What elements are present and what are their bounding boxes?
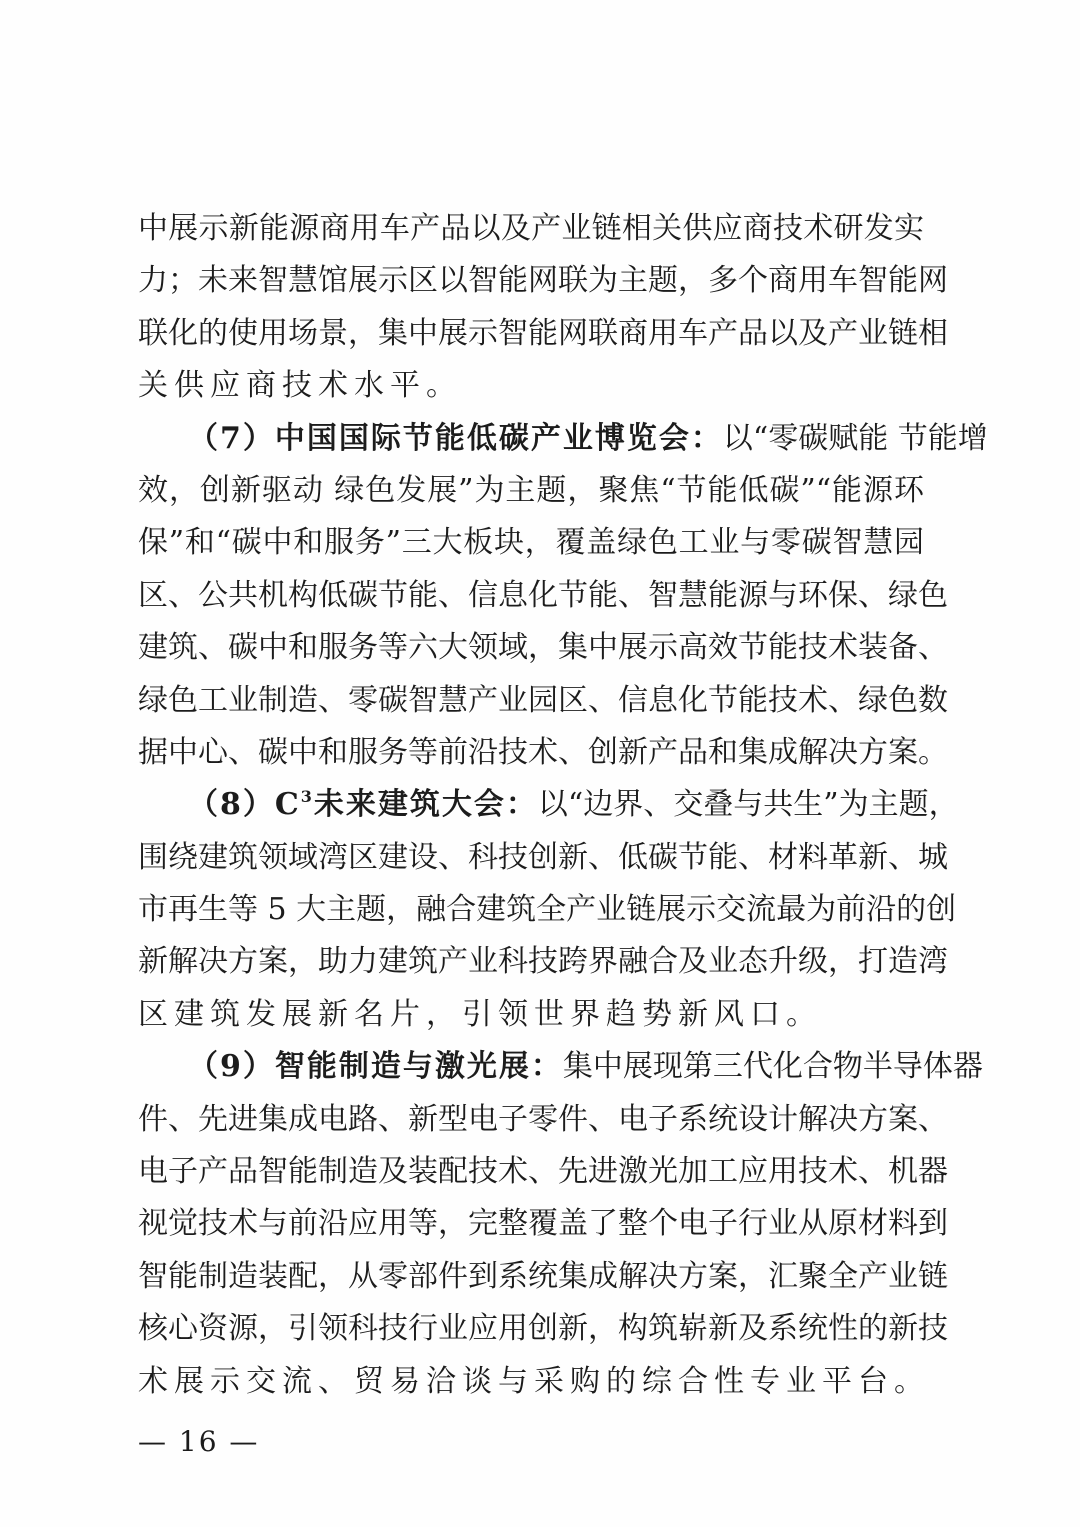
document-body — [138, 203, 988, 1408]
text-line: 联化的使用场景，集中展示智能网联商用车产品以及产业链相 — [138, 315, 948, 351]
paragraph-7-heading: （7）中国国际节能低碳产业博览会： — [188, 420, 723, 456]
paragraph-7-first-line — [138, 413, 988, 465]
text-line: 中展示新能源商用车产品以及产业链相关供应商技术研发实 — [138, 211, 924, 246]
text-line: 力；未来智慧馆展示区以智能网联为主题，多个商用车智能网 — [138, 263, 948, 299]
text-line: 智能制造装配，从零部件到系统集成解决方案，汇聚全产业链 — [138, 1258, 948, 1294]
text-line: 集中展现第三代化合物半导体器 — [562, 1049, 983, 1085]
page-number: — 16 — — [138, 1425, 260, 1458]
text-line: 关供应商技术水平。 — [138, 368, 462, 404]
text-line: 以“边界、交叠与共生”为主题， — [537, 787, 959, 823]
superscript-3: 3 — [300, 787, 314, 807]
text-line: 区建筑发展新名片，引领世界趋势新风口。 — [138, 996, 822, 1032]
paragraph-9-first-line — [138, 1041, 983, 1093]
heading-prefix: （8）C — [188, 787, 301, 823]
text-line: 视觉技术与前沿应用等，完整覆盖了整个电子行业从原材料到 — [138, 1206, 948, 1242]
paragraph-8-first-line — [138, 779, 959, 831]
paragraph-9-heading: （9）智能制造与激光展： — [188, 1049, 563, 1085]
text-line: 效，创新驱动 绿色发展”为主题，聚焦“节能低碳”“能源环 — [138, 472, 924, 508]
text-line: 据中心、碳中和服务等前沿技术、创新产品和集成解决方案。 — [138, 734, 948, 770]
heading-suffix: 未来建筑大会： — [313, 787, 538, 823]
text-line: 术展示交流、贸易洽谈与采购的综合性专业平台。 — [138, 1363, 930, 1399]
text-line: 围绕建筑领域湾区建设、科技创新、低碳节能、材料革新、城 — [138, 839, 948, 875]
text-line: 以“零碳赋能 节能增 — [722, 420, 988, 456]
text-line: 保”和“碳中和服务”三大板块，覆盖绿色工业与零碳智慧园 — [138, 525, 924, 561]
text-line: 绿色工业制造、零碳智慧产业园区、信息化节能技术、绿色数 — [138, 682, 948, 718]
text-line: 电子产品智能制造及装配技术、先进激光加工应用技术、机器 — [138, 1154, 948, 1190]
text-line: 件、先进集成电路、新型电子零件、电子系统设计解决方案、 — [138, 1101, 948, 1137]
text-line: 建筑、碳中和服务等六大领域，集中展示高效节能技术装备、 — [138, 630, 948, 666]
text-line: 市再生等 5 大主题，融合建筑全产业链展示交流最为前沿的创 — [138, 892, 957, 928]
text-line: 核心资源，引领科技行业应用创新，构筑崭新及系统性的新技 — [138, 1311, 948, 1347]
text-line: 新解决方案，助力建筑产业科技跨界融合及业态升级，打造湾 — [138, 944, 948, 980]
paragraph-8-heading — [188, 787, 538, 822]
text-line: 区、公共机构低碳节能、信息化节能、智慧能源与环保、绿色 — [138, 577, 948, 613]
